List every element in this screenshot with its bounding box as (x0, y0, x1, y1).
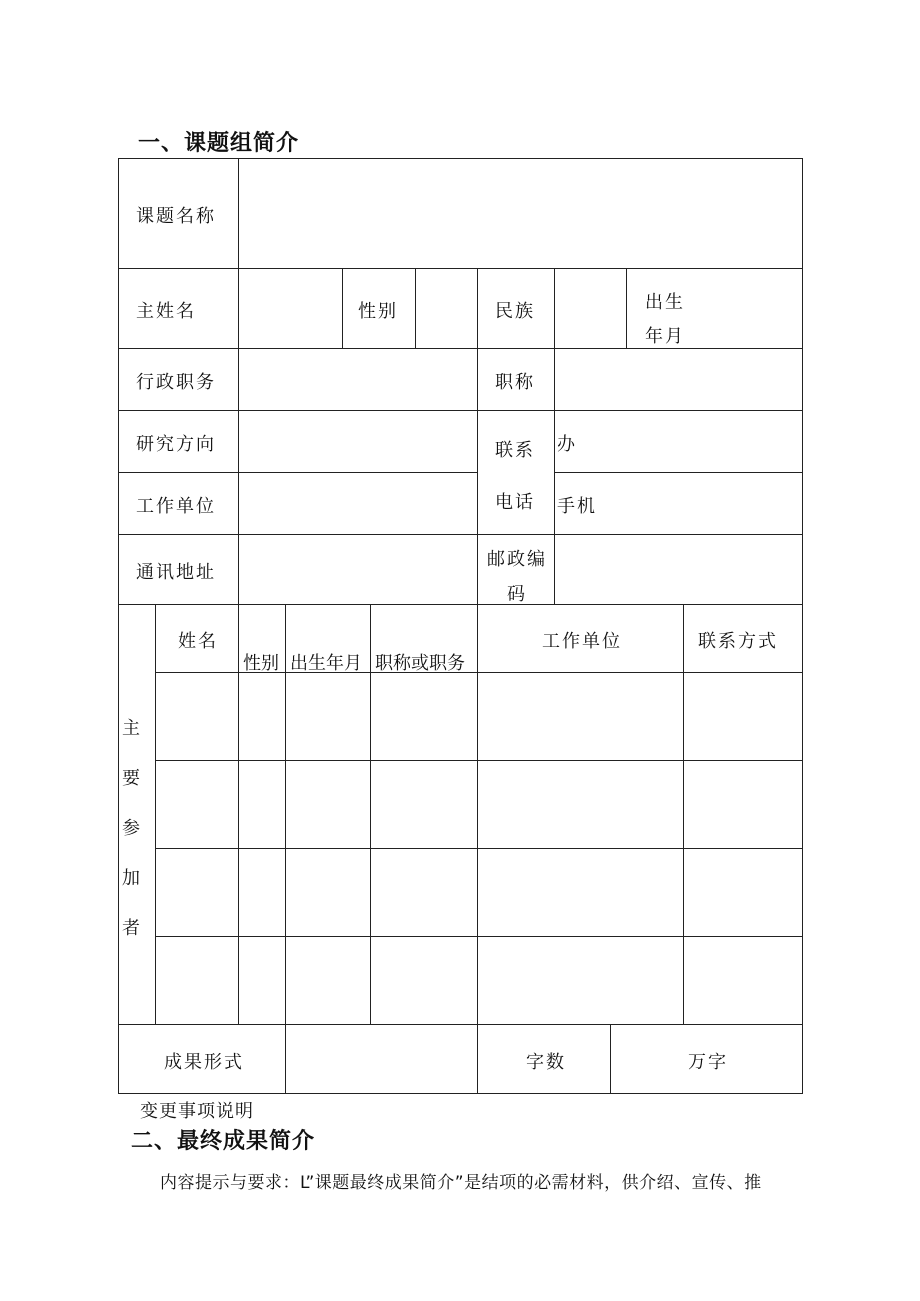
topic-field[interactable] (240, 160, 801, 267)
participant-row[interactable] (156, 673, 802, 760)
address-field[interactable] (240, 536, 476, 603)
participants-header-contact: 联系方式 (698, 631, 778, 652)
participants-header-name: 姓名 (178, 631, 218, 652)
contact-phone-label-line1: 联系 (495, 440, 535, 461)
ethnicity-label: 民族 (495, 301, 535, 322)
workplace-label: 工作单位 (136, 496, 216, 517)
postcode-field[interactable] (556, 536, 801, 603)
admin-position-field[interactable] (240, 350, 476, 409)
gender-field[interactable] (417, 270, 476, 347)
title-field[interactable] (556, 350, 801, 409)
title-label: 职称 (495, 372, 535, 393)
change-note: 变更事项说明 (140, 1101, 254, 1122)
participant-row[interactable] (156, 937, 802, 1024)
ethnicity-field[interactable] (556, 270, 625, 347)
result-form-field[interactable] (287, 1026, 476, 1092)
topic-label: 课题名称 (136, 206, 216, 227)
section-1-title: 一、课题组简介 (138, 131, 300, 156)
workplace-field[interactable] (240, 474, 476, 533)
birth-label-line1: 出生 (645, 292, 685, 313)
leader-name-field[interactable] (240, 270, 341, 347)
research-direction-field[interactable] (240, 412, 476, 471)
section-2-title: 二、最终成果简介 (131, 1129, 316, 1154)
leader-name-label: 主姓名 (136, 301, 196, 322)
birth-label-line2: 年月 (645, 326, 685, 347)
gender-label: 性别 (358, 301, 398, 322)
participants-side-label: 主 要 参 加 者 (122, 718, 140, 939)
mobile-phone-label: 手机 (557, 496, 597, 517)
mobile-phone-field[interactable] (600, 474, 801, 533)
postcode-label-line1: 邮政编 (487, 549, 547, 570)
participants-header-birth: 出生年月 (290, 653, 362, 674)
section-2-hint: 内容提示与要求：L”课题最终成果简介”是结项的必需材料，供介绍、宣传、推 (160, 1173, 762, 1193)
participant-row[interactable] (156, 849, 802, 936)
admin-position-label: 行政职务 (136, 372, 216, 393)
office-phone-label: 办 (557, 434, 577, 455)
word-count-label: 字数 (526, 1052, 566, 1073)
participant-row[interactable] (156, 761, 802, 848)
participants-header-title: 职称或职务 (375, 653, 465, 674)
research-direction-label: 研究方向 (136, 434, 216, 455)
postcode-label-line2: 码 (507, 584, 527, 605)
result-form-label: 成果形式 (164, 1052, 244, 1073)
word-count-unit: 万字 (688, 1052, 728, 1073)
participants-header-workplace: 工作单位 (542, 631, 622, 652)
participants-header-gender: 性别 (243, 653, 279, 674)
word-count-field[interactable] (612, 1026, 682, 1092)
address-label: 通讯地址 (136, 562, 216, 583)
contact-phone-label-line2: 电话 (495, 492, 535, 513)
office-phone-field[interactable] (580, 412, 801, 471)
